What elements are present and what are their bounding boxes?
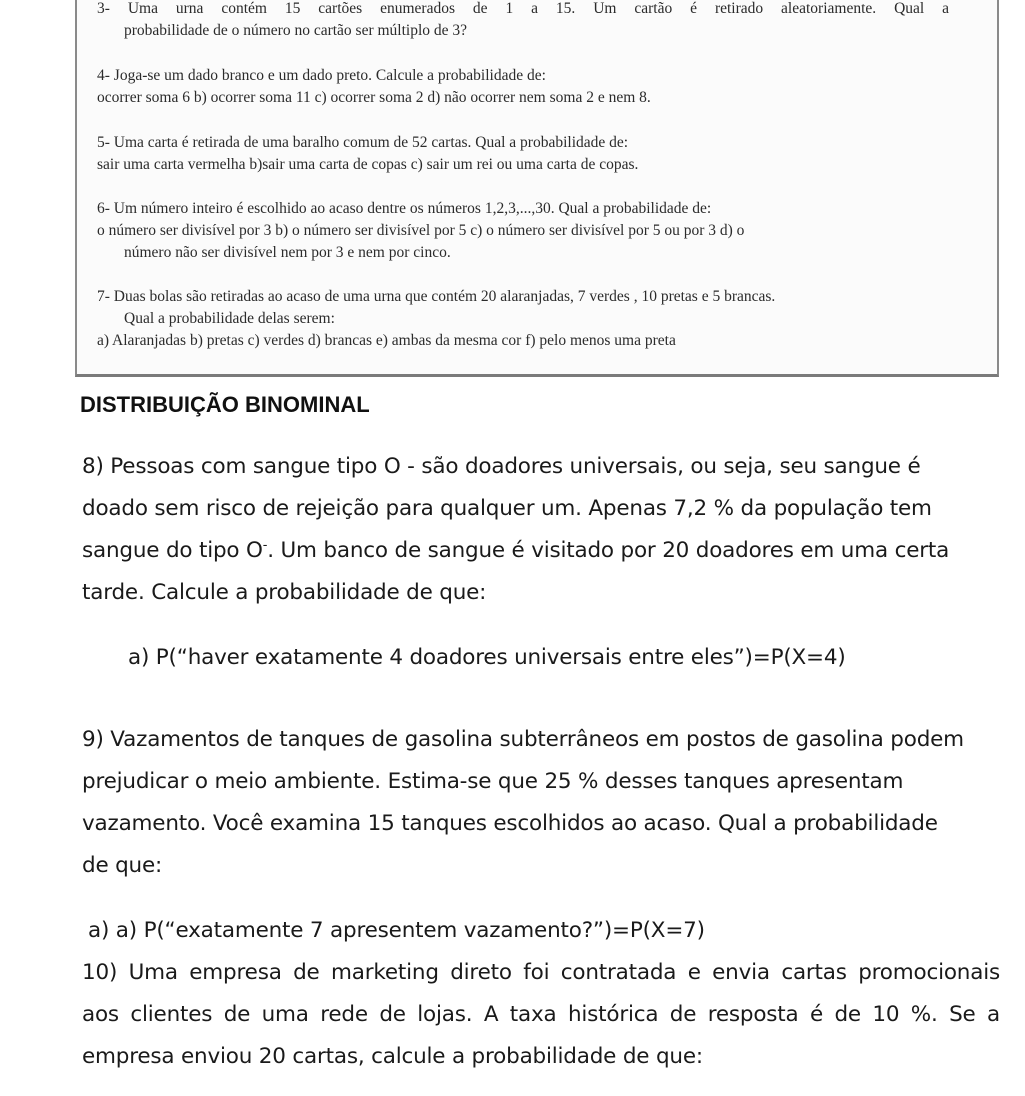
q4-line-1: 4- Joga-se um dado branco e um dado preto. Calcule a probabilidade de: <box>97 67 546 84</box>
q5-line-2: sair uma carta vermelha b)sair uma carta de copas c) sair um rei ou uma carta de copas. <box>97 156 639 173</box>
q7-line-1: 7- Duas bolas são retiradas ao acaso de uma urna que contém 20 alaranjadas, 7 verdes , 10 pretas e 5 brancas. <box>97 288 776 305</box>
q7-line-3: a) Alaranjadas b) pretas c) verdes d) brancas e) ambas da mesma cor f) pelo menos uma preta <box>97 332 676 349</box>
q10-line-1: 10) Uma empresa de marketing direto foi contratada e envia cartas promocionais <box>82 960 1000 985</box>
q9-line-1: 9) Vazamentos de tanques de gasolina subterrâneos em postos de gasolina podem <box>82 727 964 752</box>
q8-line-3 <box>82 538 949 563</box>
q8-line-3-end: . Um banco de sangue é visitado por 20 doadores em uma certa <box>267 538 950 564</box>
q9-item-a: a) a) P(“exatamente 7 apresentem vazamento?”)=P(X=7) <box>88 918 705 943</box>
q8-line-3-start: sangue do tipo O <box>82 538 263 564</box>
q8-item-a: a) P(“haver exatamente 4 doadores universais entre eles”)=P(X=4) <box>128 645 846 670</box>
q6-line-3: número não ser divisível nem por 3 e nem por cinco. <box>124 244 451 261</box>
q3-line-2: probabilidade de o número no cartão ser múltiplo de 3? <box>124 22 468 39</box>
q8-line-1: 8) Pessoas com sangue tipo O - são doadores universais, ou seja, seu sangue é <box>82 454 921 479</box>
q10-line-2: aos clientes de uma rede de lojas. A taxa histórica de resposta é de 10 %. Se a <box>82 1002 1000 1027</box>
negative-superscript: - <box>262 538 268 553</box>
q8-line-4: tarde. Calcule a probabilidade de que: <box>82 580 487 605</box>
q6-line-1: 6- Um número inteiro é escolhido ao acaso dentre os números 1,2,3,...,30. Qual a probabilidade de: <box>97 200 712 217</box>
q9-line-3: vazamento. Você examina 15 tanques escolhidos ao acaso. Qual a probabilidade <box>82 811 938 836</box>
q6-line-2: o número ser divisível por 3 b) o número ser divisível por 5 c) o número ser divisível por 5 ou por 3 d) o <box>97 222 745 239</box>
q5-line-1: 5- Uma carta é retirada de uma baralho comum de 52 cartas. Qual a probabilidade de: <box>97 134 629 151</box>
q3-line-1: 3- Uma urna contém 15 cartões enumerados de 1 a 15. Um cartão é retirado aleatoriamente. Qual a <box>97 0 949 17</box>
q8-line-2: doado sem risco de rejeição para qualquer um. Apenas 7,2 % da população tem <box>82 496 932 521</box>
q9-line-4: de que: <box>82 853 163 878</box>
scanned-exercise-list <box>75 0 999 377</box>
q10-line-3: empresa enviou 20 cartas, calcule a probabilidade de que: <box>82 1044 703 1069</box>
q9-line-2: prejudicar o meio ambiente. Estima-se que 25 % desses tanques apresentam <box>82 769 904 794</box>
section-title: DISTRIBUIÇÃO BINOMINAL <box>80 392 370 417</box>
q7-line-2: Qual a probabilidade delas serem: <box>124 310 335 327</box>
q4-line-2: ocorrer soma 6 b) ocorrer soma 11 c) ocorrer soma 2 d) não ocorrer nem soma 2 e nem 8. <box>97 89 651 106</box>
